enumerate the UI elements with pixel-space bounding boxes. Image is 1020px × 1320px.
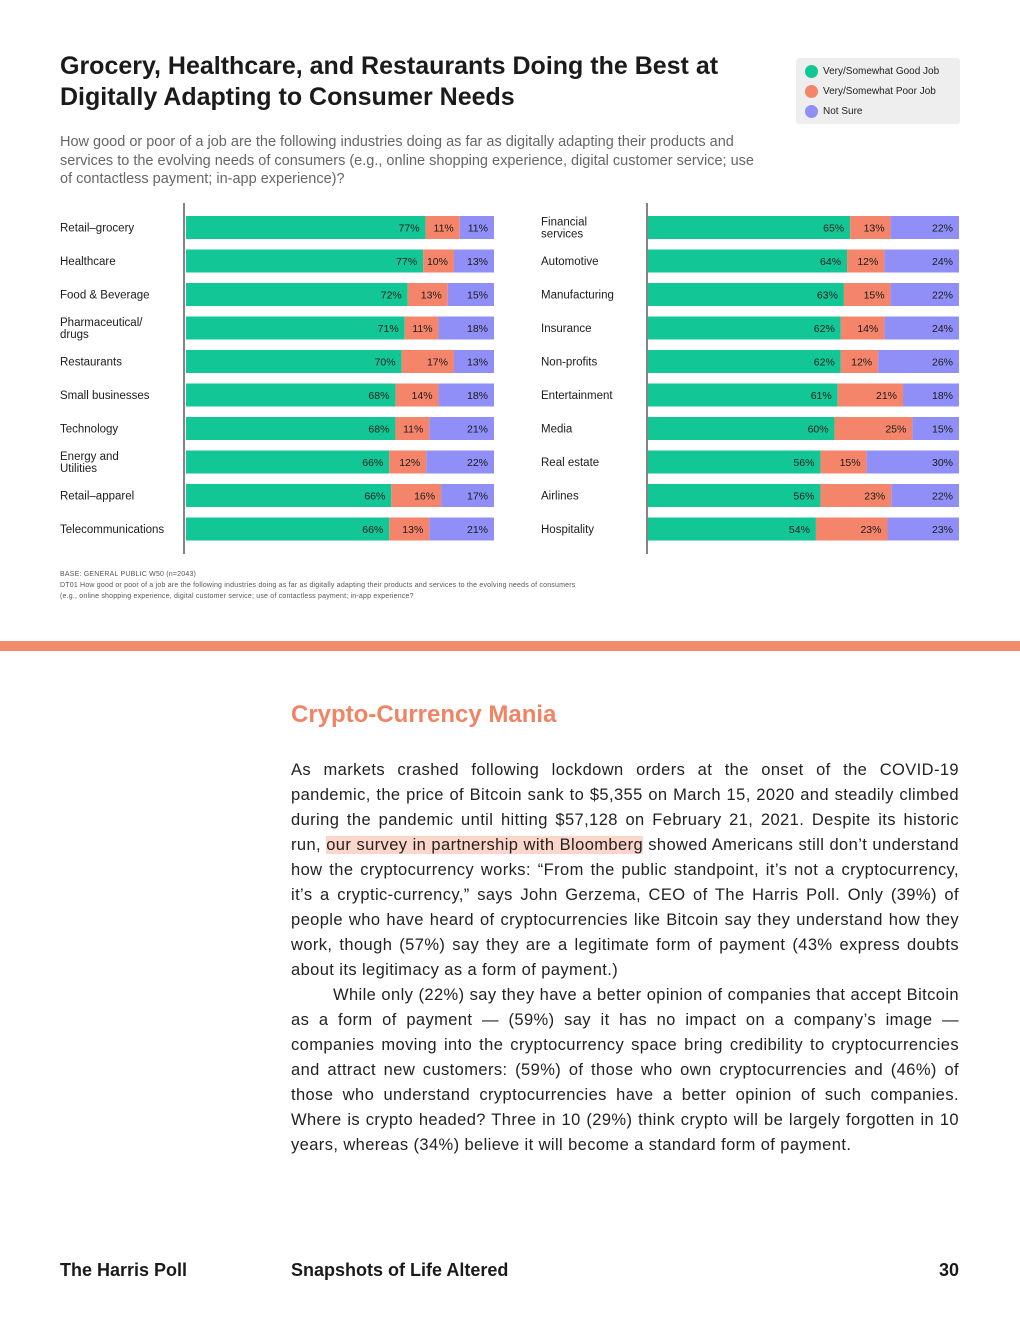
footer-brand: The Harris Poll	[60, 1260, 188, 1280]
category-label-insurance: Insurance	[541, 323, 592, 335]
legend-swatch-not-sure	[805, 105, 818, 118]
bar-label-financial-services-good: 65%	[823, 222, 845, 235]
bar-label-food-beverage-good: 72%	[380, 289, 402, 302]
p1-text-before: As markets crashed following lockdown orders at the onset of the COVID-19 pandemic, the price of Bitcoin sank to $5,355 on March 15, 2020 and steadily climbed during the pandemic until hitting $57,128 on February 21, 2021. Despite its historic run,	[291, 761, 959, 854]
article-body	[291, 758, 959, 1158]
bar-entertainment-good	[648, 384, 838, 407]
legend-item-poor	[805, 83, 936, 99]
category-label-pharmaceutical-drugs: Pharmaceutical/ drugs	[60, 317, 143, 341]
bar-label-food-beverage-not-sure: 15%	[466, 289, 488, 302]
bar-label-pharmaceutical-drugs-good: 71%	[377, 323, 399, 335]
bar-automotive-good	[648, 250, 847, 273]
bar-label-automotive-good: 64%	[820, 256, 842, 268]
bar-label-media-poor: 25%	[885, 423, 907, 436]
bar-label-telecommunications-good: 66%	[362, 524, 384, 536]
bar-pharmaceutical-drugs-good	[186, 317, 405, 340]
bar-insurance-good	[648, 317, 841, 340]
bar-label-technology-good: 68%	[368, 423, 390, 436]
legend-swatch-good	[805, 65, 818, 78]
bar-label-media-good: 60%	[807, 423, 829, 436]
bar-label-hospitality-not-sure: 23%	[931, 524, 953, 536]
category-label-telecommunications: Telecommunications	[60, 524, 165, 536]
bar-label-manufacturing-poor: 15%	[863, 289, 885, 302]
footnote-question: DT01 How good or poor of a job are the following industries doing as far as digitally adapting their products and services to the evolving needs of consumers (e.g., online shopping experience, digital customer service; use of contactless payment; in-app experience?	[60, 582, 576, 600]
article-paragraph-1	[291, 758, 959, 983]
legend-item-not-sure	[805, 103, 862, 119]
bar-label-media-not-sure: 15%	[931, 423, 953, 436]
bar-label-real-estate-poor: 15%	[839, 457, 861, 469]
bar-label-healthcare-good: 77%	[396, 256, 418, 268]
bar-label-entertainment-poor: 21%	[876, 390, 898, 402]
bar-label-retail-apparel-good: 66%	[364, 490, 386, 503]
category-label-retail-apparel: Retail–apparel	[60, 490, 135, 503]
bar-label-manufacturing-not-sure: 22%	[931, 289, 953, 302]
bar-label-restaurants-not-sure: 13%	[466, 356, 488, 369]
category-label-airlines: Airlines	[541, 490, 579, 503]
category-label-real-estate: Real estate	[541, 457, 600, 469]
bar-label-pharmaceutical-drugs-poor: 11%	[412, 323, 433, 335]
chart-subtitle: How good or poor of a job are the following industries doing as far as digitally adapting their products and services to the evolving needs of consumers (e.g., online shopping experience, digital customer service; use of contactless payment; in-app experience)?	[60, 134, 754, 187]
bar-energy-and-utilities-good	[186, 451, 389, 474]
category-label-small-businesses: Small businesses	[60, 390, 150, 402]
bar-label-food-beverage-poor: 13%	[420, 289, 442, 302]
bar-label-small-businesses-not-sure: 18%	[466, 390, 488, 402]
legend-label-not-sure: Not Sure	[823, 105, 863, 117]
bar-technology-good	[186, 417, 395, 440]
bar-label-retail-grocery-good: 77%	[398, 222, 420, 235]
bar-label-healthcare-not-sure: 13%	[466, 256, 488, 268]
legend-item-good	[805, 63, 939, 79]
bar-label-energy-and-utilities-not-sure: 22%	[466, 457, 488, 469]
bar-label-pharmaceutical-drugs-not-sure: 18%	[466, 323, 488, 335]
category-label-non-profits: Non-profits	[541, 356, 598, 369]
p1-text-after: showed Americans still don’t understand how the cryptocurrency works: “From the public standpoint, it’s not a cryptocurrency, it’s a cryptic-currency,” says John Gerzema, CEO of The Harris Poll. Only (39%) of people who have heard of cryptocurrencies like Bitcoin say they understand how they work, though (57%) say they are a legitimate form of payment (43% express doubts about its legitimacy as a form of payment.)	[291, 836, 959, 979]
bar-label-energy-and-utilities-good: 66%	[362, 457, 384, 469]
bar-label-telecommunications-not-sure: 21%	[466, 524, 488, 536]
legend-swatch-poor	[805, 85, 818, 98]
category-label-financial-services: Financial services	[541, 216, 588, 241]
bar-label-automotive-not-sure: 24%	[931, 256, 953, 268]
category-label-entertainment: Entertainment	[541, 390, 613, 402]
bar-label-technology-not-sure: 21%	[466, 423, 488, 436]
category-label-energy-and-utilities: Energy and Utilities	[60, 451, 119, 475]
bar-label-hospitality-good: 54%	[788, 524, 810, 536]
chart-title: Grocery, Healthcare, and Restaurants Doing the Best at Digitally Adapting to Consumer Needs	[60, 52, 719, 111]
bar-manufacturing-good	[648, 283, 844, 306]
legend-label-poor: Very/Somewhat Poor Job	[823, 85, 936, 97]
bar-label-insurance-poor: 14%	[857, 323, 879, 335]
legend-label-good: Very/Somewhat Good Job	[823, 65, 940, 77]
bar-label-insurance-good: 62%	[813, 323, 835, 335]
bar-food-beverage-good	[186, 283, 408, 306]
bar-label-financial-services-not-sure: 22%	[931, 222, 953, 235]
category-label-automotive: Automotive	[541, 256, 599, 268]
bar-label-small-businesses-good: 68%	[368, 390, 390, 402]
bar-label-non-profits-poor: 12%	[851, 356, 873, 369]
bloomberg-survey-link[interactable]: our survey in partnership with Bloomberg	[326, 836, 644, 854]
bar-retail-apparel-good	[186, 484, 391, 507]
category-label-hospitality: Hospitality	[541, 524, 595, 536]
bar-label-insurance-not-sure: 24%	[931, 323, 953, 335]
bar-label-restaurants-good: 70%	[374, 356, 396, 369]
bar-label-retail-grocery-poor: 11%	[433, 222, 454, 235]
category-label-manufacturing: Manufacturing	[541, 289, 614, 302]
stacked-bar-chart	[0, 200, 1020, 560]
article-paragraph-2: While only (22%) say they have a better opinion of companies that accept Bitcoin as a form of payment — (59%) say it has no impact on a company’s image — companies moving into the cryptocurrency space bring credibility to cryptocurrencies and attract new customers: (59%) of those who own cryptocurrencies and (46%) of those who understand cryptocurrencies have a better opinion of such companies. Where is crypto headed? Three in 10 (29%) think crypto will be largely forgotten in 10 years, whereas (34%) believe it will become a standard form of payment.	[291, 986, 959, 1154]
category-label-healthcare: Healthcare	[60, 256, 116, 268]
article-heading: Crypto-Currency Mania	[291, 701, 557, 728]
category-label-technology: Technology	[60, 423, 119, 436]
bar-label-small-businesses-poor: 14%	[411, 390, 433, 402]
bar-label-retail-apparel-not-sure: 17%	[466, 490, 488, 503]
bar-restaurants-good	[186, 350, 402, 373]
bar-non-profits-good	[648, 350, 841, 373]
footnote-base: BASE: GENERAL PUBLIC W50 (n=2043)	[60, 571, 197, 578]
bar-label-restaurants-poor: 17%	[426, 356, 448, 369]
category-label-media: Media	[541, 423, 573, 436]
bar-label-energy-and-utilities-poor: 12%	[399, 457, 421, 469]
footer-publication: Snapshots of Life Altered	[291, 1260, 509, 1280]
bar-label-airlines-good: 56%	[793, 490, 815, 503]
bar-label-real-estate-good: 56%	[793, 457, 815, 469]
bar-label-manufacturing-good: 63%	[816, 289, 838, 302]
bar-label-hospitality-poor: 23%	[860, 524, 882, 536]
bar-label-non-profits-not-sure: 26%	[931, 356, 953, 369]
page-number: 30	[938, 1260, 959, 1280]
bar-label-financial-services-poor: 13%	[863, 222, 885, 235]
bar-label-automotive-poor: 12%	[857, 256, 879, 268]
bar-label-technology-poor: 11%	[403, 423, 424, 436]
bar-label-entertainment-not-sure: 18%	[931, 390, 953, 402]
bar-label-real-estate-not-sure: 30%	[931, 457, 953, 469]
chart-legend	[796, 58, 960, 124]
bar-label-healthcare-poor: 10%	[426, 256, 448, 268]
bar-telecommunications-good	[186, 518, 389, 541]
bar-financial-services-good	[648, 216, 850, 239]
chart-footnote	[60, 569, 580, 602]
bar-small-businesses-good	[186, 384, 395, 407]
bar-label-telecommunications-poor: 13%	[402, 524, 424, 536]
bar-label-airlines-poor: 23%	[864, 490, 886, 503]
category-label-restaurants: Restaurants	[60, 356, 123, 369]
bar-healthcare-good	[186, 250, 423, 273]
bar-label-retail-grocery-not-sure: 11%	[467, 222, 488, 235]
bar-label-retail-apparel-poor: 16%	[414, 490, 436, 503]
bar-label-entertainment-good: 61%	[810, 390, 832, 402]
section-divider	[0, 641, 1020, 651]
category-label-food-beverage: Food & Beverage	[60, 289, 150, 302]
category-label-retail-grocery: Retail–grocery	[60, 222, 135, 235]
bar-retail-grocery-good	[186, 216, 426, 239]
bar-label-airlines-not-sure: 22%	[931, 490, 953, 503]
bar-label-non-profits-good: 62%	[813, 356, 835, 369]
